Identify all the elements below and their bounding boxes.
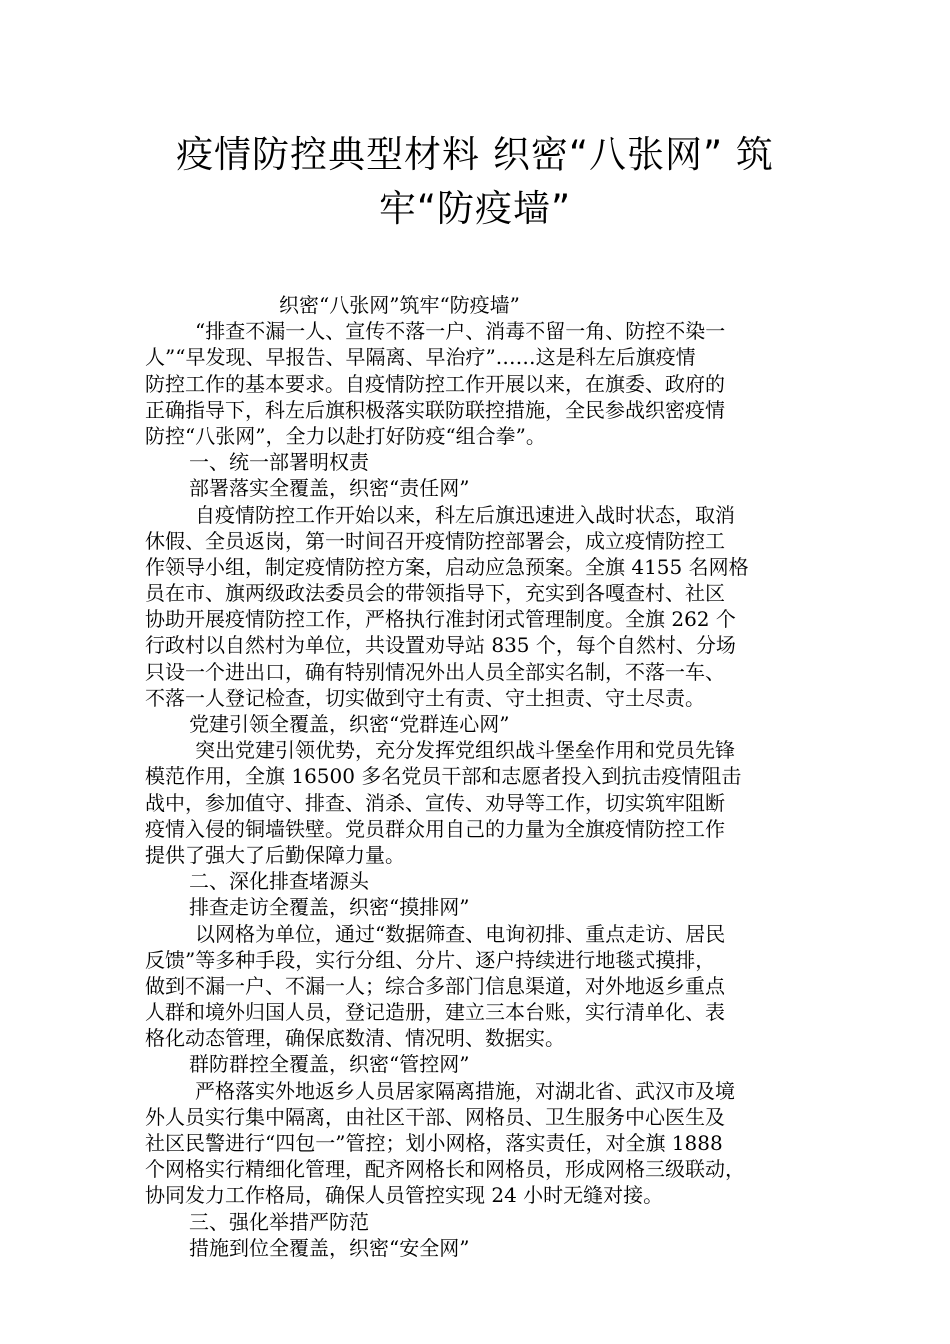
- document-subtitle: 织密“八张网”筑牢“防疫墙”: [279, 293, 520, 317]
- section-heading: 二、深化排查堵源头: [189, 869, 369, 894]
- paragraph-line: 人”“早发现、早报告、早隔离、早治疗”……这是科左后旗疫情: [145, 345, 696, 370]
- section-heading: 措施到位全覆盖，织密“安全网”: [189, 1235, 470, 1260]
- paragraph-line: 反馈”等多种手段，实行分组、分片、逐户持续进行地毯式摸排，: [145, 947, 716, 972]
- section-heading: 一、统一部署明权责: [189, 450, 369, 475]
- paragraph-line: 休假、全员返岗，第一时间召开疫情防控部署会，成立疫情防控工: [145, 528, 725, 553]
- paragraph-line: 社区民警进行“四包一”管控；划小网格，落实责任，对全旗 1888: [145, 1131, 723, 1155]
- paragraph-line: 协同发力工作格局，确保人员管控实现 24 小时无缝对接。: [145, 1183, 664, 1208]
- paragraph-line: 行政村以自然村为单位，共设置劝导站 835 个，每个自然村、分场: [145, 633, 736, 658]
- paragraph-line: 不落一人登记检查，切实做到守土有责、守土担责、守土尽责。: [145, 685, 705, 710]
- title-line-1: 疫情防控典型材料 织密“八张网” 筑: [176, 133, 774, 176]
- paragraph-line: 只设一个进出口，确有特别情况外出人员全部实名制，不落一车、: [145, 659, 725, 684]
- section-heading: 三、强化举措严防范: [189, 1209, 369, 1234]
- paragraph-line: 严格落实外地返乡人员居家隔离措施，对湖北省、武汉市及境: [195, 1078, 735, 1103]
- paragraph-line: 疫情入侵的铜墙铁壁。党员群众用自己的力量为全旗疫情防控工作: [145, 816, 725, 841]
- section-heading: 群防群控全覆盖，织密“管控网”: [189, 1052, 470, 1077]
- paragraph-line: 战中，参加值守、排查、消杀、宣传、劝导等工作，切实筑牢阻断: [145, 790, 725, 815]
- paragraph-line: 人群和境外归国人员，登记造册，建立三本台账，实行清单化、表: [145, 1000, 725, 1025]
- section-heading: 排查走访全覆盖，织密“摸排网”: [189, 895, 470, 920]
- section-heading: 部署落实全覆盖，织密“责任网”: [189, 476, 470, 501]
- paragraph-line: 模范作用，全旗 16500 多名党员干部和志愿者投入到抗击疫情阻击: [145, 764, 742, 789]
- paragraph-line: 员在市、旗两级政法委员会的带领指导下，充实到各嘎查村、社区: [145, 581, 725, 606]
- section-heading: 党建引领全覆盖，织密“党群连心网”: [189, 712, 510, 736]
- title-line-2: 牢“防疫墙”: [378, 187, 572, 230]
- paragraph-line: 防控工作的基本要求。自疫情防控工作开展以来，在旗委、政府的: [145, 371, 725, 396]
- paragraph-line: 提供了强大了后勤保障力量。: [145, 842, 405, 867]
- paragraph-line: 作领导小组，制定疫情防控方案，启动应急预案。全旗 4155 名网格: [145, 554, 749, 579]
- paragraph-line: 外人员实行集中隔离，由社区干部、网格员、卫生服务中心医生及: [145, 1104, 725, 1129]
- paragraph-line: 个网格实行精细化管理，配齐网格长和网格员，形成网格三级联动，: [145, 1157, 745, 1182]
- paragraph-line: 做到不漏一户、不漏一人；综合多部门信息渠道，对外地返乡重点: [145, 973, 725, 998]
- paragraph-line: 突出党建引领优势，充分发挥党组织战斗堡垒作用和党员先锋: [195, 738, 735, 763]
- paragraph-line: 协助开展疫情防控工作，严格执行准封闭式管理制度。全旗 262 个: [145, 607, 736, 632]
- document-body: [145, 292, 825, 1261]
- paragraph-line: 自疫情防控工作开始以来，科左后旗迅速进入战时状态，取消: [195, 502, 735, 527]
- document-title: [130, 128, 820, 236]
- paragraph-line: 格化动态管理，确保底数清、情况明、数据实。: [145, 1026, 565, 1051]
- paragraph-line: 防控“八张网”，全力以赴打好防疫“组合拳”。: [145, 423, 546, 448]
- paragraph-line: 正确指导下，科左后旗积极落实联防联控措施，全民参战织密疫情: [145, 397, 725, 422]
- paragraph-line: 以网格为单位，通过“数据筛查、电询初排、重点走访、居民: [195, 921, 726, 946]
- paragraph-line: “排查不漏一人、宣传不落一户、消毒不留一角、防控不染一: [195, 319, 726, 344]
